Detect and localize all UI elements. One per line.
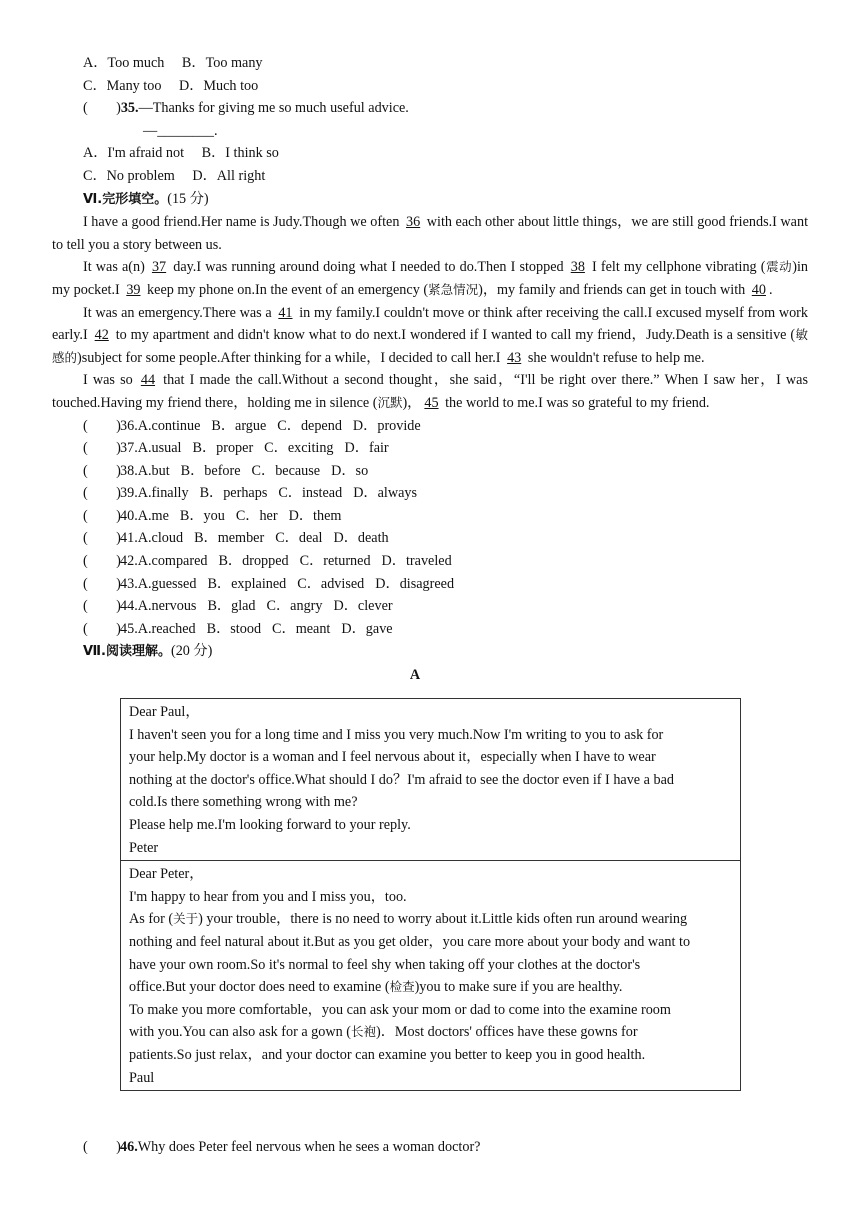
cloze-paragraph-1: I have a good friend.Her name is Judy.Though we often 36 with each other about little things，we are still good friends.I want to tell you a story between us.: [0, 211, 808, 256]
answer-paren: ( ): [83, 1139, 121, 1155]
section-points: (20 分): [170, 643, 213, 660]
question-number: 35.: [120, 100, 139, 117]
cloze-question-39: ( )39.A.finally B．perhaps C．instead D．always: [83, 485, 418, 502]
cloze-blank-36: 36: [406, 214, 421, 231]
cloze-blank-45: 45: [424, 394, 439, 411]
cloze-blank-39: 39: [126, 281, 141, 298]
cloze-question-36: ( )36.A.continue B．argue C．depend D．provide: [83, 417, 421, 434]
letter-line: To make you more comfortable，you can ask your mom or dad to come into the examine room: [129, 1001, 671, 1018]
letter-signature: Paul: [129, 1069, 155, 1086]
q35-options-row1: [0, 142, 860, 165]
q34-options-row1: [0, 52, 860, 75]
q35-option-d: D．All right: [192, 167, 266, 184]
cloze-blank-44: 44: [140, 372, 156, 389]
passage-label: A: [409, 667, 421, 684]
cloze-question-44: ( )44.A.nervous B．glad C．angry D．clever: [83, 598, 393, 615]
letter-line: office.But your doctor does need to examine (检查)you to make sure if you are healthy.: [129, 979, 623, 996]
letter-line: As for (关于) your trouble，there is no need to worry about it.Little kids often run around wearing: [129, 911, 688, 928]
letter-line: Please help me.I'm looking forward to your reply.: [129, 816, 411, 833]
section-title: Ⅵ.完形填空。: [83, 191, 168, 207]
letters-table: [120, 698, 741, 1091]
section-7-heading: [0, 640, 860, 664]
cloze-question-42: ( )42.A.compared B．dropped C．returned D．traveled: [83, 553, 452, 570]
cloze-paragraph-2: It was a(n) 37 day.I was running around doing what I needed to do.Then I stopped 38 I felt my cellphone vibrating (震动)in my pocket.I 39 keep my phone on.In the event of an emergency (紧急情况)，my family and friends can get in touch with 40 .: [0, 256, 808, 301]
q35-option-b: B．I think so: [201, 145, 279, 162]
question-number: 46.: [120, 1139, 138, 1155]
cloze-paragraph-3: It was an emergency.There was a 41 in my family.I couldn't move or think after receiving the call.I excused myself from work early.I 42 to my apartment and didn't know what to do next.I wondered if I wanted to call my friend，Judy.Death is a sensitive (敏感的)subject for some people.After thinking for a while，I decided to call her.I 43 she wouldn't refuse to help me.: [0, 302, 808, 370]
cloze-question-41: ( )41.A.cloud B．member C．deal D．death: [83, 530, 389, 547]
cloze-blank-40: 40: [751, 281, 766, 298]
cloze-question-45: ( )45.A.reached B．stood C．meant D．gave: [83, 620, 393, 637]
letter-line: nothing at the doctor's office.What should I do？I'm afraid to see the doctor even if I have a bad: [129, 771, 674, 788]
letter-line: with you.You can also ask for a gown (长袍)．Most doctors' offices have these gowns for: [129, 1024, 638, 1041]
letter-line: I haven't seen you for a long time and I miss you very much.Now I'm writing to you to ask for: [129, 726, 664, 743]
section-points: (15 分): [167, 190, 209, 207]
cloze-blank-38: 38: [570, 259, 585, 276]
letter-from-paul: [121, 860, 740, 1090]
q34-option-a: A．Too much: [83, 55, 165, 71]
cloze-question-37: ( )37.A.usual B．proper C．exciting D．fair: [83, 440, 389, 457]
letter-line: have your own room.So it's normal to feel shy when taking off your clothes at the doctor's: [129, 956, 641, 973]
section-title: Ⅶ.阅读理解。: [83, 644, 171, 660]
q46-stem: [0, 1136, 480, 1159]
cloze-question-list: [0, 415, 860, 641]
q35-options-row2: [0, 165, 860, 188]
q34-option-b: B．Too many: [181, 55, 263, 71]
letter-line: nothing and feel natural about it.But as you get older，you care more about your body and want to: [129, 933, 691, 950]
worksheet-page: [0, 52, 860, 687]
question-text: Why does Peter feel nervous when he sees a woman doctor?: [137, 1139, 481, 1155]
cloze-blank-43: 43: [507, 349, 522, 366]
letter-greeting: Dear Peter，: [129, 866, 204, 883]
letter-from-peter: [121, 699, 740, 860]
q34-option-c: C．Many too: [83, 77, 162, 94]
q35-reply: —________.: [143, 122, 218, 139]
q35-option-a: A．I'm afraid not: [83, 145, 185, 162]
q35-option-c: C．No problem: [83, 167, 175, 184]
answer-paren: ( ): [83, 100, 121, 117]
letter-line: patients.So just relax，and your doctor can examine you better to keep you in good health.: [129, 1046, 646, 1063]
letter-line: cold.Is there something wrong with me?: [129, 794, 358, 811]
cloze-blank-41: 41: [278, 304, 293, 321]
cloze-blank-37: 37: [151, 259, 167, 276]
letter-greeting: Dear Paul，: [129, 704, 200, 720]
letter-line: I'm happy to hear from you and I miss you，too.: [129, 888, 407, 905]
letter-signature: Peter: [129, 839, 159, 856]
question-text: —Thanks for giving me so much useful advice.: [138, 100, 409, 117]
cloze-blank-42: 42: [94, 327, 109, 344]
q34-option-d: D．Much too: [178, 77, 259, 94]
cloze-question-38: ( )38.A.but B．before C．because D．so: [83, 462, 369, 479]
q34-options-row2: [0, 75, 860, 98]
cloze-paragraph-4: I was so 44 that I made the call.Without a second thought，she said，“I'll be right over there.” When I saw her，I was touched.Having my friend there，holding me in silence (沉默)， 45 the world to me.I was so grateful to my friend.: [0, 369, 808, 414]
cloze-question-40: ( )40.A.me B．you C．her D．them: [83, 507, 342, 524]
cloze-question-43: ( )43.A.guessed B．explained C．advised D．disagreed: [83, 575, 455, 592]
q35-stem: [0, 97, 860, 120]
section-6-heading: [0, 188, 860, 212]
letter-line: your help.My doctor is a woman and I feel nervous about it，especially when I have to wear: [129, 749, 656, 766]
